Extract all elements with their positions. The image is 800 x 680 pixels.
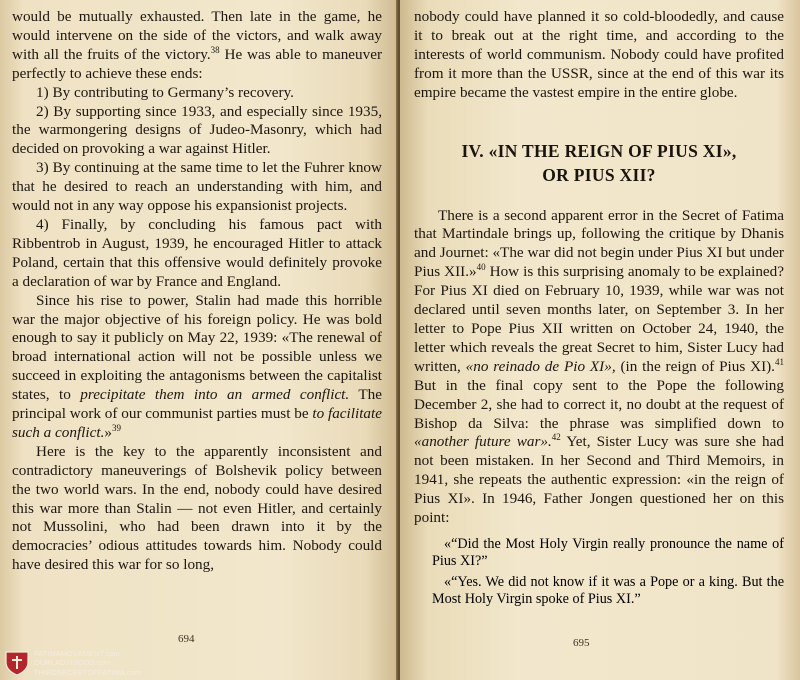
quote-answer: «“Yes. We did not know if it was a Pope or a king. But the Most Holy Virgin spoke of Pius XI.”	[432, 573, 784, 608]
footnote-ref-41: 41	[774, 356, 784, 367]
footnote-ref-42: 42	[551, 432, 561, 443]
page-number-right: 695	[573, 637, 590, 649]
block-quote	[414, 536, 784, 609]
section-heading	[414, 139, 784, 187]
right-page-text	[414, 8, 784, 103]
list-item-1: 1) By contributing to Germany’s recovery.	[36, 83, 294, 101]
page-number-left: 694	[178, 633, 195, 645]
paragraph-second-error: There is a second apparent error in the Secret of Fatima that Martindale brings up, following the critique by Dhanis and Journet: «The war did not begin under Pius XI but under Pius XII.»$^{40}$ How is this surprising anomaly to be explained? For Pius XI died on February 10, 1939, while war was not declared until seven months later, on September 3. In her letter to Pope Pius XII written on October 24, 1940, the letter which reveals the great Secret to him, Sister Lucy had written, «no reinado de Pio XI», (in the reign of Pius XI).$^{41}$ But in the final copy sent to the Pope the following December 2, she had to correct it, no doubt at the request of Bishop da Silva: the phrase was simplified down to «another future war».$^{42}$ Yet, Sister Lucy was sure she had not been mistaken. In her Second and Third Memoirs, in 1941, she repeats the authentic expression: «in the reign of Pius XI». In 1946, Father Jongen questioned her on this point:	[414, 206, 784, 527]
paragraph-stalin: Since his rise to power, Stalin had made this horrible war the major objective of his foreign policy. He was bold enough to say it publicly on May 22, 1939: «The renewal of broad international action will not be possible unless we succeed in exploiting the antagonisms between the capitalist states, to precipitate them into an armed conflict. The principal work of our communist parties must be to facilitate such a conflict.»$^{39}$	[12, 291, 382, 441]
right-page	[400, 0, 800, 680]
list-item-4: 4) Finally, by concluding his famous pact with Ribbentrob in August, 1939, he encouraged Hitler to attack Poland, certain that this offensive would definitely provoke a declaration of war by France and England.	[12, 215, 382, 290]
footnote-ref-39: 39	[111, 422, 121, 433]
quote-question: «“Did the Most Holy Virgin really pronounce the name of Pius XI?”	[432, 535, 784, 570]
watermark	[4, 648, 144, 680]
paragraph-opening: nobody could have planned it so cold-bloodedly, and cause it to break out at the right time, and according to the interests of world communism. Nobody could have profited from it more than the USSR, since at the end of this war its empire became the vastest empire in the entire globe.	[414, 8, 784, 101]
shield-logo-icon	[4, 650, 30, 676]
footnote-ref-38: 38	[210, 44, 220, 55]
watermark-text	[34, 649, 141, 677]
right-page-body	[414, 207, 784, 528]
paragraph-exhausted: would be mutually exhausted. Then late in the game, he would intervene on the side of the victors, and walk away with all the fruits of the victory.$^{38}$ He was able to maneuver perfectly to achieve these ends:	[12, 8, 383, 82]
section-heading-line2: OR PIUS XII?	[542, 164, 656, 185]
left-page-text	[12, 8, 382, 575]
watermark-line-2: OURLADYISGOD.com	[34, 658, 112, 668]
paragraph-key: Here is the key to the apparently inconsistent and contradictory maneuverings of Bolshevik policy between the two world wars. In the end, nobody could have desired this war more than Stalin — not even Hitler, and certainly not Mussolini, who had been drawn into it by the democracies’ odious attitudes towards him. Nobody could have desired this war for so long,	[12, 442, 382, 574]
section-heading-line1: IV. «IN THE REIGN OF PIUS XI»,	[461, 140, 737, 161]
watermark-line-1: FATIMAMOVEMENT.com	[34, 649, 120, 658]
list-item-3: 3) By continuing at the same time to let the Fuhrer know that he desired to reach an understanding with him, and would not in any way oppose his expansionist projects.	[12, 159, 382, 215]
list-item-2: 2) By supporting since 1933, and especially since 1935, the warmongering designs of Judeo-Masonry, which had decided on provoking a war against Hitler.	[12, 102, 382, 158]
left-page	[0, 0, 398, 680]
watermark-line-3: THIRDSECRETOFFATIMA.com	[34, 667, 142, 677]
footnote-ref-40: 40	[476, 262, 486, 273]
